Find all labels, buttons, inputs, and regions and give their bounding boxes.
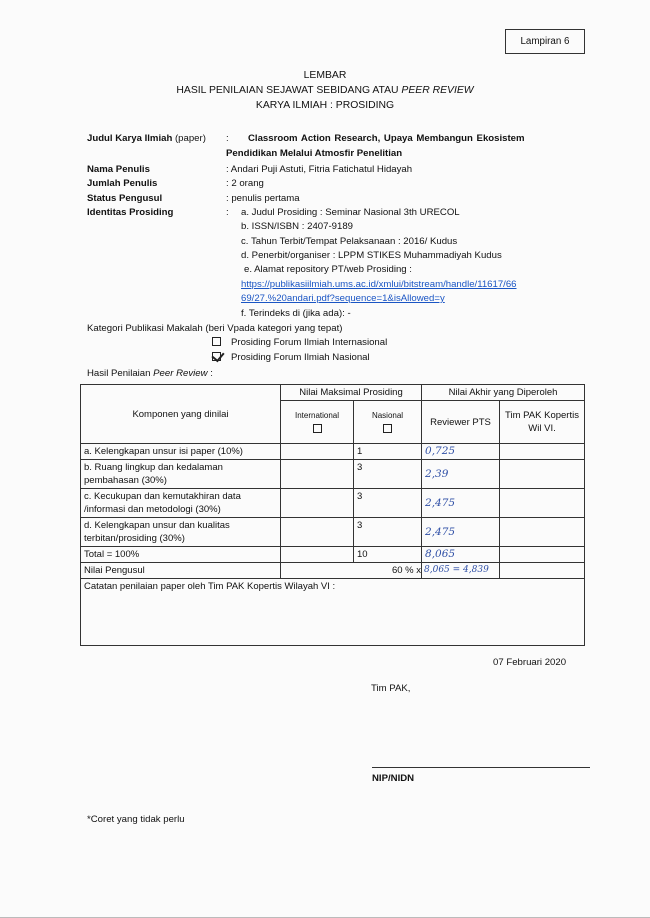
repository-link-line1[interactable]: https://publikasiilmiah.ums.ac.id/xmlui/bitstream/handle/11617/66 (241, 279, 517, 290)
judul-label (87, 133, 206, 144)
timpak-cell[interactable] (500, 460, 585, 489)
reviewer-cell[interactable]: 2,475 (422, 489, 500, 518)
hasil-prefix: Hasil Penilaian (87, 368, 154, 379)
total-international (281, 547, 354, 563)
hasil-suffix: : (207, 368, 213, 379)
catatan-row (81, 579, 585, 646)
header-nasional (354, 401, 422, 444)
penulis-value: : Andari Puji Astuti, Fitria Fatichatul Hidayah (226, 164, 413, 175)
header-nilai-maksimal: Nilai Maksimal Prosiding (281, 385, 422, 401)
timpak-cell[interactable] (500, 444, 585, 460)
table-row (81, 518, 585, 547)
total-reviewer[interactable]: 8,065 (422, 547, 500, 563)
status-value: : penulis pertama (226, 193, 300, 204)
komponen-cell: d. Kelengkapan unsur dan kualitas terbitan/prosiding (30%) (81, 518, 281, 547)
kategori-option-internasional[interactable] (212, 337, 387, 348)
kategori-option-internasional-label: Prosiding Forum Ilmiah Internasional (231, 337, 388, 348)
kategori-label: Kategori Publikasi Makalah (beri Vpada kategori yang tepat) (87, 323, 343, 334)
header-reviewer-pts: Reviewer PTS (422, 401, 500, 444)
checkbox-nasional-checked[interactable] (212, 352, 221, 361)
jumlah-value: : 2 orang (226, 178, 264, 189)
nasional-cell: 3 (354, 518, 422, 547)
identitas-b: b. ISSN/ISBN : 2407-9189 (241, 221, 353, 232)
repository-link-line2[interactable]: 69/27.%20andari.pdf?sequence=1&isAllowed=y (241, 293, 445, 304)
international-cell (281, 489, 354, 518)
nasional-cell: 3 (354, 460, 422, 489)
jumlah-label: Jumlah Penulis (87, 178, 158, 189)
header-title-italic: PEER REVIEW (401, 85, 474, 96)
identitas-colon: : (226, 207, 229, 218)
header-title (0, 85, 650, 96)
pengusul-timpak[interactable] (500, 563, 585, 579)
komponen-cell: a. Kelengkapan unsur isi paper (10%) (81, 444, 281, 460)
total-row (81, 547, 585, 563)
header-komponen: Komponen yang dinilai (81, 385, 281, 444)
timpak-cell[interactable] (500, 518, 585, 547)
header-international (281, 401, 354, 444)
table-row (81, 460, 585, 489)
reviewer-cell[interactable]: 2,475 (422, 518, 500, 547)
reviewer-cell[interactable]: 2,39 (422, 460, 500, 489)
checkbox-nasional-col[interactable] (383, 424, 392, 433)
catatan-cell[interactable]: Catatan penilaian paper oleh Tim PAK Kopertis Wilayah VI : (81, 579, 585, 646)
kategori-option-nasional-label: Prosiding Forum Ilmiah Nasional (231, 352, 370, 363)
total-label: Total = 100% (81, 547, 281, 563)
international-cell (281, 460, 354, 489)
header-tim-pak: Tim PAK Kopertis Wil VI. (500, 401, 585, 444)
lampiran-label: Lampiran 6 (520, 36, 570, 47)
penilaian-table (80, 384, 585, 646)
judul-label-suffix: (paper) (172, 133, 206, 144)
judul-label-text: Judul Karya Ilmiah (87, 133, 173, 144)
identitas-a: a. Judul Prosiding : Seminar Nasional 3th URECOL (241, 207, 460, 218)
judul-line1: Classroom Action Research, Upaya Membangun Ekosistem (248, 133, 525, 144)
header-subtitle: KARYA ILMIAH : PROSIDING (255, 100, 395, 111)
lampiran-box (505, 29, 585, 54)
total-nasional: 10 (354, 547, 422, 563)
penulis-label: Nama Penulis (87, 164, 150, 175)
identitas-e: e. Alamat repository PT/web Prosiding : (244, 264, 412, 275)
international-cell (281, 444, 354, 460)
total-timpak[interactable] (500, 547, 585, 563)
footnote: *Coret yang tidak perlu (87, 814, 185, 825)
komponen-cell: b. Ruang lingkup dan kedalaman pembahasan (30%) (81, 460, 281, 489)
checkbox-internasional[interactable] (212, 337, 221, 346)
hasil-italic: Peer Review (153, 368, 208, 379)
tanggal: 07 Februari 2020 (493, 657, 567, 668)
identitas-f: f. Terindeks di (jika ada): - (241, 308, 351, 319)
pengusul-label: Nilai Pengusul (81, 563, 281, 579)
komponen-cell: c. Kecukupan dan kemutakhiran data /informasi dan metodologi (30%) (81, 489, 281, 518)
pengusul-handwritten[interactable]: 8,065 = 4,839 (422, 563, 500, 579)
judul-colon: : (226, 133, 229, 144)
header-nilai-akhir: Nilai Akhir yang Diperoleh (422, 385, 585, 401)
tim-pak-label: Tim PAK, (371, 683, 411, 694)
pengusul-percent: 60 % x (391, 565, 422, 576)
identitas-d: d. Penerbit/organiser : LPPM STIKES Muhammadiyah Kudus (241, 250, 502, 261)
hasil-penilaian-label (87, 368, 213, 379)
judul-line2: Pendidikan Melalui Atmosfir Penelitian (226, 148, 403, 159)
nip-nidn-label: NIP/NIDN (372, 773, 415, 784)
reviewer-cell[interactable]: 0,725 (422, 444, 500, 460)
international-cell (281, 518, 354, 547)
table-header-row-1 (81, 385, 585, 401)
table-row (81, 444, 585, 460)
status-label: Status Pengusul (87, 193, 163, 204)
header-international-label: International (294, 410, 340, 420)
header-nasional-label: Nasional (371, 410, 404, 420)
identitas-c: c. Tahun Terbit/Tempat Pelaksanaan : 2016/ Kudus (241, 236, 458, 247)
identitas-label: Identitas Prosiding (87, 207, 174, 218)
pengusul-row (81, 563, 585, 579)
header-lembar: LEMBAR (303, 70, 347, 81)
kategori-option-nasional[interactable] (212, 352, 370, 363)
table-row (81, 489, 585, 518)
pengusul-value (281, 563, 422, 579)
signature-line (372, 767, 590, 768)
timpak-cell[interactable] (500, 489, 585, 518)
checkbox-international-col[interactable] (313, 424, 322, 433)
nasional-cell: 3 (354, 489, 422, 518)
header-title-text: HASIL PENILAIAN SEJAWAT SEBIDANG ATAU (176, 85, 402, 96)
nasional-cell: 1 (354, 444, 422, 460)
